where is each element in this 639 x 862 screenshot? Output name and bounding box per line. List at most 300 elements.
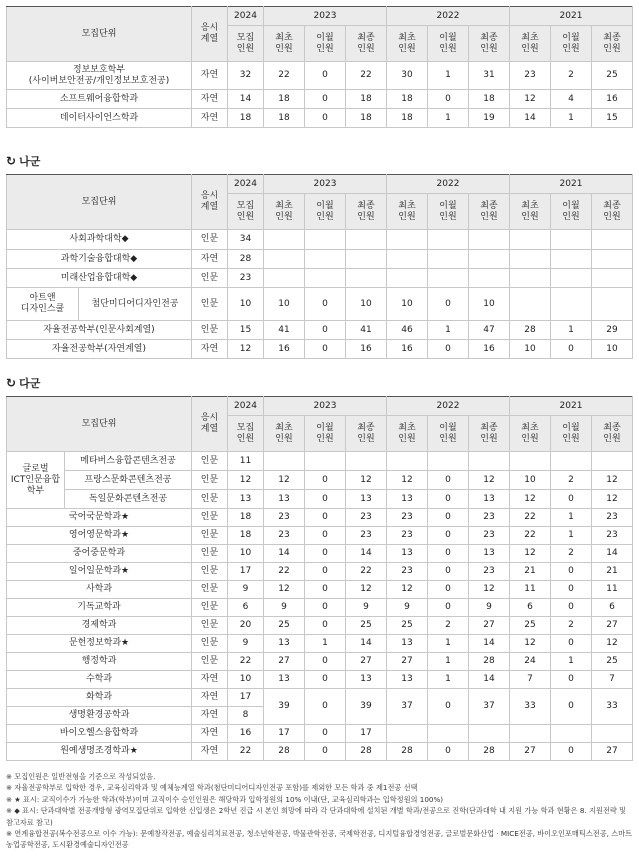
unit-name: 영어영문학과★ [7, 527, 192, 545]
table-row [7, 269, 633, 288]
cell-value: 22 [228, 653, 264, 671]
track: 인문 [192, 269, 228, 288]
cell-value: 0 [551, 563, 592, 581]
header-move: 이월 인원 [428, 26, 469, 62]
header-move: 이월 인원 [428, 416, 469, 452]
cell-value: 13 [264, 635, 305, 653]
cell-value: 23 [469, 509, 510, 527]
cell-value: 23 [592, 527, 633, 545]
cell-value: 22 [264, 563, 305, 581]
track: 자연 [192, 689, 228, 707]
cell-value: 0 [305, 671, 346, 689]
track: 인문 [192, 452, 228, 471]
track: 자연 [192, 90, 228, 109]
unit-name: 원예생명조경학과★ [7, 743, 192, 761]
header-2022: 2022 [387, 175, 510, 194]
cell-value: 12 [592, 635, 633, 653]
cell-value: 16 [387, 340, 428, 359]
cell-value [428, 250, 469, 269]
table-row [7, 321, 633, 340]
cell-value: 23 [346, 509, 387, 527]
cell-value: 0 [305, 288, 346, 321]
cell-value: 0 [305, 725, 346, 743]
group-name: 아트앤 디자인스쿨 [7, 288, 79, 321]
cell-value [510, 452, 551, 471]
cell-value [469, 250, 510, 269]
cell-value [428, 269, 469, 288]
cell-value: 22 [346, 563, 387, 581]
unit-name: 자율전공학부(인문사회계열) [7, 321, 192, 340]
cell-value [346, 250, 387, 269]
cell-value: 10 [592, 340, 633, 359]
unit-name: 바이오헬스융합학과 [7, 725, 192, 743]
table-row [7, 617, 633, 635]
cell-value: 13 [346, 490, 387, 509]
cell-value [469, 230, 510, 250]
cell-value: 14 [346, 635, 387, 653]
header-2022: 2022 [387, 7, 510, 26]
note: ※ 자율전공학부로 입학한 경우, 교육심리학과 및 예체능계열 학과(첨단미디어디자인전공 포함)를 제외한 모든 학과 중 제1전공 선택 [6, 783, 418, 793]
track: 인문 [192, 321, 228, 340]
cell-value: 21 [510, 563, 551, 581]
cell-value [264, 230, 305, 250]
cell-value: 6 [592, 599, 633, 617]
header-final: 최종 인원 [592, 26, 633, 62]
cell-value: 14 [592, 545, 633, 563]
cell-value: 28 [510, 321, 551, 340]
unit-name: 화학과 [7, 689, 192, 707]
section-da [6, 375, 40, 391]
merged-value: 39 [264, 689, 305, 725]
unit-name: 정보보호학부 (사이버보안전공/개인정보보호전공) [7, 62, 192, 90]
cell-value [305, 269, 346, 288]
track: 자연 [192, 250, 228, 269]
cell-value: 32 [228, 62, 264, 90]
cell-value: 9 [264, 599, 305, 617]
cell-value: 28 [469, 743, 510, 761]
cell-value: 9 [228, 581, 264, 599]
cell-value: 18 [387, 90, 428, 109]
cell-value: 23 [346, 527, 387, 545]
unit-name: 기독교학과 [7, 599, 192, 617]
header-quota: 모집 인원 [228, 416, 264, 452]
cell-value: 27 [592, 617, 633, 635]
cell-value: 15 [592, 109, 633, 128]
cell-value [428, 452, 469, 471]
cell-value: 13 [469, 490, 510, 509]
header-2021: 2021 [510, 397, 633, 416]
cell-value [387, 725, 428, 743]
unit-name: 첨단미디어디자인전공 [79, 288, 192, 321]
cell-value: 41 [346, 321, 387, 340]
cell-value [551, 725, 592, 743]
cell-value [592, 250, 633, 269]
header-first: 최초 인원 [510, 416, 551, 452]
table-row [7, 509, 633, 527]
cell-value: 0 [305, 599, 346, 617]
cell-value: 28 [469, 653, 510, 671]
cell-value: 14 [469, 635, 510, 653]
unit-name: 일어일문학과★ [7, 563, 192, 581]
cell-value: 0 [305, 743, 346, 761]
cell-value: 25 [387, 617, 428, 635]
cell-value: 12 [592, 471, 633, 490]
unit-name: 수학과 [7, 671, 192, 689]
cell-value: 22 [346, 62, 387, 90]
merged-value: 39 [346, 689, 387, 725]
cell-value: 18 [264, 109, 305, 128]
header-final: 최종 인원 [469, 416, 510, 452]
cell-value: 27 [510, 743, 551, 761]
cell-value: 12 [387, 581, 428, 599]
track: 인문 [192, 527, 228, 545]
cell-value: 16 [346, 340, 387, 359]
table-row [7, 743, 633, 761]
cell-value: 12 [510, 90, 551, 109]
cell-value: 12 [228, 471, 264, 490]
track: 인문 [192, 617, 228, 635]
group-name: 글로벌 ICT인문융합 학부 [7, 452, 65, 509]
cell-value: 27 [469, 617, 510, 635]
header-quota: 모집 인원 [228, 194, 264, 230]
cell-value: 0 [428, 527, 469, 545]
cell-value: 18 [469, 90, 510, 109]
table-row [7, 109, 633, 128]
cell-value [346, 452, 387, 471]
cell-value: 28 [346, 743, 387, 761]
cell-value [510, 288, 551, 321]
cell-value: 15 [228, 321, 264, 340]
cell-value: 2 [428, 617, 469, 635]
cell-value [387, 250, 428, 269]
cell-value: 7 [592, 671, 633, 689]
cell-value [346, 269, 387, 288]
cell-value [346, 230, 387, 250]
cell-value: 14 [264, 545, 305, 563]
unit-name: 과학기술융합대학◆ [7, 250, 192, 269]
cell-value: 14 [346, 545, 387, 563]
cell-value: 25 [592, 653, 633, 671]
cell-value: 2 [551, 62, 592, 90]
cell-value: 4 [551, 90, 592, 109]
cell-value: 1 [551, 527, 592, 545]
table-row [7, 545, 633, 563]
cell-value: 23 [387, 509, 428, 527]
cell-value: 28 [264, 743, 305, 761]
table-row [7, 653, 633, 671]
cell-value: 22 [510, 509, 551, 527]
arrow-icon: ↻ [6, 376, 17, 390]
cell-value: 13 [228, 490, 264, 509]
header-move: 이월 인원 [305, 416, 346, 452]
cell-value: 0 [305, 617, 346, 635]
cell-value: 12 [264, 581, 305, 599]
unit-name: 생명환경공학과 [7, 707, 192, 725]
track: 자연 [192, 725, 228, 743]
cell-value: 12 [228, 340, 264, 359]
cell-value: 10 [264, 288, 305, 321]
track: 자연 [192, 62, 228, 90]
cell-value: 0 [305, 109, 346, 128]
header-move: 이월 인원 [428, 194, 469, 230]
section-na [6, 153, 40, 169]
header-final: 최종 인원 [592, 416, 633, 452]
cell-value: 17 [228, 689, 264, 707]
cell-value: 18 [228, 509, 264, 527]
cell-value: 27 [346, 653, 387, 671]
cell-value: 1 [428, 671, 469, 689]
header-move: 이월 인원 [305, 26, 346, 62]
table-row [7, 90, 633, 109]
cell-value: 25 [510, 617, 551, 635]
table-row [7, 62, 633, 90]
cell-value: 6 [228, 599, 264, 617]
cell-value: 46 [387, 321, 428, 340]
cell-value [387, 452, 428, 471]
cell-value: 1 [428, 109, 469, 128]
track: 자연 [192, 743, 228, 761]
header-2021: 2021 [510, 175, 633, 194]
cell-value: 9 [346, 599, 387, 617]
cell-value: 0 [428, 599, 469, 617]
track: 자연 [192, 671, 228, 689]
header-final: 최종 인원 [346, 416, 387, 452]
cell-value: 28 [387, 743, 428, 761]
cell-value: 17 [346, 725, 387, 743]
cell-value [510, 725, 551, 743]
cell-value: 1 [428, 653, 469, 671]
header-quota: 모집 인원 [228, 26, 264, 62]
track: 인문 [192, 563, 228, 581]
cell-value: 41 [264, 321, 305, 340]
track: 인문 [192, 599, 228, 617]
unit-name: 소프트웨어융합학과 [7, 90, 192, 109]
cell-value: 0 [305, 340, 346, 359]
track: 인문 [192, 581, 228, 599]
unit-name: 행정학과 [7, 653, 192, 671]
cell-value: 17 [228, 563, 264, 581]
track: 인문 [192, 509, 228, 527]
cell-value [592, 230, 633, 250]
cell-value [592, 725, 633, 743]
header-first: 최초 인원 [264, 194, 305, 230]
cell-value: 14 [510, 109, 551, 128]
cell-value: 0 [305, 581, 346, 599]
cell-value: 0 [551, 635, 592, 653]
cell-value: 24 [510, 653, 551, 671]
cell-value [387, 269, 428, 288]
track: 인문 [192, 490, 228, 509]
cell-value: 2 [551, 545, 592, 563]
table-row [7, 725, 633, 743]
cell-value: 11 [510, 581, 551, 599]
cell-value: 10 [469, 288, 510, 321]
header-2022: 2022 [387, 397, 510, 416]
header-move: 이월 인원 [551, 194, 592, 230]
cell-value: 22 [264, 62, 305, 90]
cell-value: 18 [346, 109, 387, 128]
section-na-label: 나군 [19, 155, 41, 168]
cell-value [592, 288, 633, 321]
cell-value [387, 230, 428, 250]
cell-value: 10 [228, 545, 264, 563]
unit-name: 사회과학대학◆ [7, 230, 192, 250]
cell-value: 12 [264, 471, 305, 490]
arrow-icon: ↻ [6, 154, 17, 168]
cell-value [264, 250, 305, 269]
cell-value [551, 452, 592, 471]
cell-value: 10 [510, 471, 551, 490]
cell-value: 0 [305, 653, 346, 671]
cell-value: 0 [305, 563, 346, 581]
cell-value: 12 [510, 635, 551, 653]
merged-value: 0 [551, 689, 592, 725]
cell-value: 18 [228, 109, 264, 128]
header-unit: 모집단위 [7, 7, 192, 62]
cell-value [305, 452, 346, 471]
cell-value: 10 [510, 340, 551, 359]
cell-value: 0 [305, 321, 346, 340]
unit-name: 경제학과 [7, 617, 192, 635]
cell-value: 0 [428, 563, 469, 581]
track: 인문 [192, 230, 228, 250]
cell-value: 22 [228, 743, 264, 761]
cell-value: 0 [305, 62, 346, 90]
cell-value: 0 [305, 90, 346, 109]
cell-value: 25 [264, 617, 305, 635]
header-unit: 모집단위 [7, 175, 192, 230]
cell-value: 16 [592, 90, 633, 109]
header-track: 응시 계열 [192, 175, 228, 230]
cell-value [551, 250, 592, 269]
table-row [7, 527, 633, 545]
cell-value: 14 [469, 671, 510, 689]
cell-value: 23 [264, 527, 305, 545]
cell-value: 20 [228, 617, 264, 635]
header-move: 이월 인원 [551, 416, 592, 452]
cell-value [592, 269, 633, 288]
cell-value [305, 250, 346, 269]
cell-value [592, 452, 633, 471]
cell-value: 0 [428, 340, 469, 359]
cell-value: 27 [592, 743, 633, 761]
cell-value [305, 230, 346, 250]
cell-value: 11 [592, 581, 633, 599]
cell-value: 0 [305, 545, 346, 563]
header-first: 최초 인원 [510, 194, 551, 230]
cell-value [551, 230, 592, 250]
cell-value: 1 [551, 509, 592, 527]
cell-value: 0 [305, 527, 346, 545]
cell-value [510, 250, 551, 269]
cell-value: 1 [551, 653, 592, 671]
cell-value [469, 725, 510, 743]
cell-value: 17 [264, 725, 305, 743]
header-unit: 모집단위 [7, 397, 192, 452]
cell-value: 13 [264, 671, 305, 689]
unit-name: 문헌정보학과★ [7, 635, 192, 653]
cell-value: 0 [428, 509, 469, 527]
cell-value: 6 [510, 599, 551, 617]
cell-value: 0 [428, 743, 469, 761]
cell-value: 13 [387, 545, 428, 563]
unit-name: 국어국문학과★ [7, 509, 192, 527]
section-da-label: 다군 [19, 377, 41, 390]
header-track: 응시 계열 [192, 397, 228, 452]
cell-value: 12 [387, 471, 428, 490]
table-row [7, 581, 633, 599]
header-2023: 2023 [264, 7, 387, 26]
cell-value: 12 [469, 581, 510, 599]
cell-value: 12 [510, 545, 551, 563]
cell-value: 1 [428, 635, 469, 653]
cell-value: 13 [387, 671, 428, 689]
cell-value: 23 [592, 509, 633, 527]
cell-value: 11 [228, 452, 264, 471]
cell-value: 10 [228, 288, 264, 321]
cell-value: 0 [305, 509, 346, 527]
cell-value [264, 452, 305, 471]
cell-value: 23 [387, 563, 428, 581]
header-2023: 2023 [264, 175, 387, 194]
table-row [7, 635, 633, 653]
header-final: 최종 인원 [469, 26, 510, 62]
unit-name: 사학과 [7, 581, 192, 599]
cell-value [264, 269, 305, 288]
cell-value: 0 [551, 743, 592, 761]
header-2023: 2023 [264, 397, 387, 416]
cell-value: 23 [469, 563, 510, 581]
track: 자연 [192, 340, 228, 359]
cell-value: 0 [551, 599, 592, 617]
footnotes [6, 771, 634, 851]
note: ※ 모집인원은 일반전형을 기준으로 작성되었음. [6, 772, 156, 781]
merged-value: 0 [428, 689, 469, 725]
cell-value [428, 230, 469, 250]
table-row [7, 452, 633, 471]
cell-value: 1 [428, 321, 469, 340]
cell-value: 19 [469, 109, 510, 128]
table-row [7, 490, 633, 509]
cell-value: 23 [228, 269, 264, 288]
merged-value: 33 [592, 689, 633, 725]
cell-value: 12 [592, 490, 633, 509]
cell-value: 16 [469, 340, 510, 359]
unit-name: 메타버스융합콘텐츠전공 [65, 452, 192, 471]
header-2024: 2024 [228, 7, 264, 26]
header-first: 최초 인원 [387, 194, 428, 230]
cell-value: 23 [510, 62, 551, 90]
header-2024: 2024 [228, 397, 264, 416]
cell-value: 0 [428, 288, 469, 321]
cell-value: 13 [387, 635, 428, 653]
cell-value: 10 [228, 671, 264, 689]
table-row [7, 230, 633, 250]
merged-value: 37 [387, 689, 428, 725]
cell-value: 28 [228, 250, 264, 269]
cell-value: 0 [305, 490, 346, 509]
cell-value: 23 [469, 527, 510, 545]
merged-value: 37 [469, 689, 510, 725]
cell-value: 13 [346, 671, 387, 689]
note: ※ ★ 표시: 교직이수가 가능한 학과(학부)이며 교직이수 승인인원은 해당학과 입학정원의 10% 이내(단, 교육심리학과는 입학정원의 100%) [6, 794, 444, 804]
header-first: 최초 인원 [264, 26, 305, 62]
cell-value: 16 [228, 725, 264, 743]
cell-value: 18 [264, 90, 305, 109]
cell-value: 9 [228, 635, 264, 653]
cell-value: 25 [592, 62, 633, 90]
cell-value: 0 [428, 581, 469, 599]
